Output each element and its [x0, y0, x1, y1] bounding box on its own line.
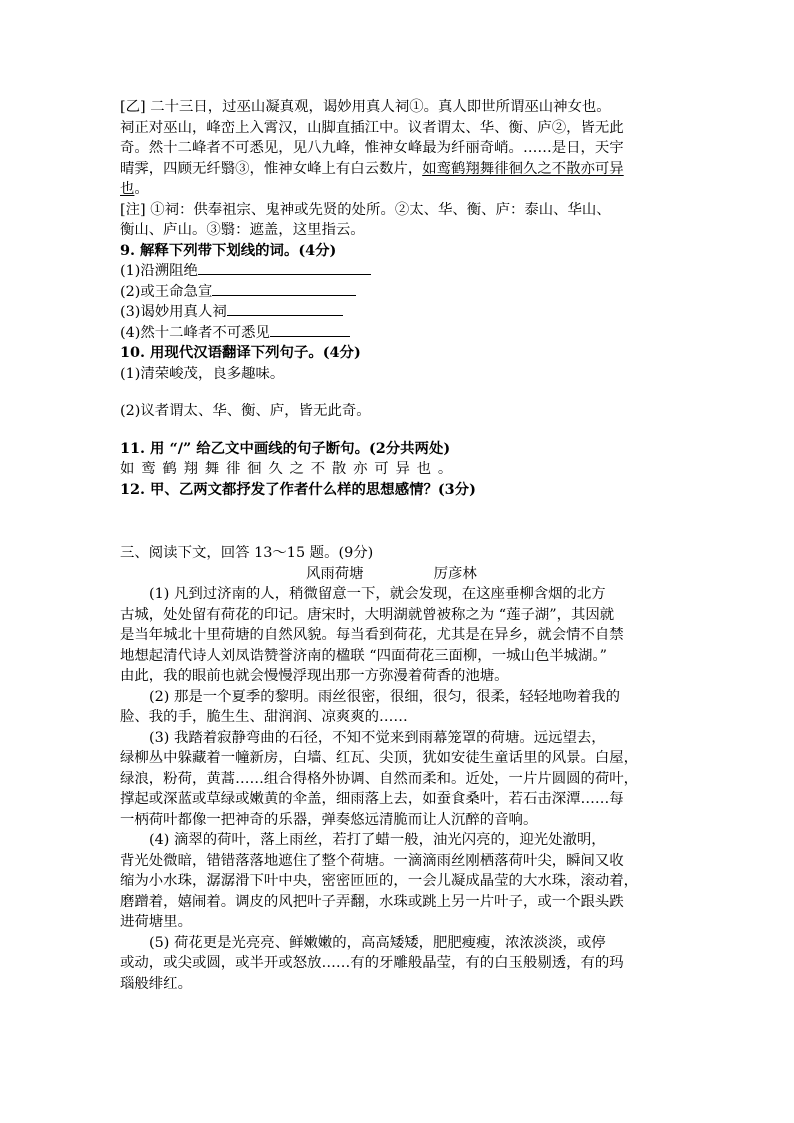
yi-line-4-text: 晴霁，四顾无纤翳③，惟神女峰上有白云数片， — [120, 160, 423, 177]
q9-item-1-label: (1)沿溯阻绝 — [120, 263, 198, 279]
note-line-1: [注] ①祠：供奉祖宗、鬼神或先贤的处所。②太、华、衡、庐：泰山、华山、 — [120, 201, 611, 218]
section-spacer — [120, 500, 680, 543]
paragraph-2 — [120, 687, 680, 728]
q9-item-3-label: (3)谒妙用真人祠 — [120, 304, 227, 320]
paragraph-line: 一柄荷叶都像一把神奇的乐器，弹奏悠远清脆而让人沉醉的音响。 — [120, 811, 538, 828]
paragraph-line: 撑起或深蓝或草绿或嫩黄的伞盖，细雨落上去，如蚕食桑叶，若石击深潭……每 — [120, 791, 624, 807]
yi-line-4 — [120, 159, 680, 180]
note-line-2: 衡山、庐山。③翳：遮盖，这里指云。 — [120, 222, 365, 238]
yi-line-2: 祠正对巫山，峰峦上入霄汉，山脚直插江中。议者谓太、华、衡、庐②，皆无此 — [120, 119, 624, 136]
answer-space — [120, 384, 680, 401]
q9-answer-blank-4[interactable] — [270, 323, 350, 337]
q9-answer-blank-2[interactable] — [212, 282, 356, 296]
q9-item-3 — [120, 302, 680, 323]
question-12-title: 12. 甲、乙两文都抒发了作者什么样的思想感情？(3分) — [120, 480, 476, 498]
question-10 — [120, 343, 680, 439]
question-11 — [120, 439, 680, 480]
paragraph-line: (1) 凡到过济南的人，稍微留意一下，就会发现，在这座垂柳含烟的北方 — [149, 586, 606, 602]
paragraph-line: 脸、我的手，脆生生、甜润润、凉爽爽的…… — [120, 709, 408, 725]
paragraph-line: 磨蹭着，嬉闹着。调皮的风把叶子弄翻，水珠或跳上另一片叶子，或一个跟头跌 — [120, 893, 624, 910]
paragraph-line: (3) 我踏着寂静弯曲的石径，不知不觉来到雨幕笼罩的荷塘。远远望去， — [149, 729, 606, 746]
q9-answer-blank-3[interactable] — [227, 302, 343, 316]
paragraph-line: (2) 那是一个夏季的黎明。雨丝很密，很细，很匀，很柔，轻轻地吻着我的 — [149, 688, 621, 705]
paragraph-4 — [120, 830, 680, 933]
section-3-heading: 三、阅读下文，回答 13～15 题。(9分) — [120, 545, 374, 561]
article-title-row — [120, 564, 680, 585]
section-3 — [120, 543, 680, 994]
paragraph-line: 绿浪，粉荷，黄蒿……组合得格外协调、自然而柔和。近处，一片片圆圆的荷叶， — [120, 770, 639, 787]
question-9 — [120, 241, 680, 344]
document-page — [120, 97, 680, 994]
answer-space — [120, 422, 680, 439]
question-10-title: 10. 用现代汉语翻译下列句子。(4分) — [120, 344, 361, 361]
passage-yi — [120, 97, 680, 200]
q9-item-4-label: (4)然十二峰者不可悉见 — [120, 324, 270, 341]
yi-line-3: 奇。然十二峰者不可悉见，见八九峰，惟神女峰最为纤丽奇峭。……是日，天宇 — [120, 140, 624, 156]
paragraph-line: 缩为小水珠，潺潺滑下叶中央，密密匝匝的，一会儿凝成晶莹的大水珠，滚动着， — [120, 873, 639, 889]
paragraph-line: 是当年城北十里荷塘的自然风貌。每当看到荷花，尤其是在异乡，就会情不自禁 — [120, 627, 624, 643]
q10-item-2: (2)议者谓太、华、衡、庐，皆无此奇。 — [120, 403, 371, 419]
paragraph-line: 地想起清代诗人刘凤诰赞誉济南的楹联 “四面荷花三面柳，一城山色半城湖。” — [120, 647, 607, 664]
paragraph-line: 古城，处处留有荷花的印记。唐宋时，大明湖就曾被称之为 “莲子湖”，其因就 — [120, 606, 615, 623]
yi-line-5 — [120, 179, 680, 200]
q9-item-2 — [120, 282, 680, 303]
paragraph-line: 进荷塘里。 — [120, 914, 192, 930]
paragraph-line: 或动，或尖或圆，或半开或怒放……有的牙雕般晶莹，有的白玉般剔透，有的玛 — [120, 955, 624, 971]
yi-line-1: [乙] 二十三日，过巫山凝真观，谒妙用真人祠①。真人即世所谓巫山神女也。 — [120, 99, 611, 115]
paragraph-line: 背光处微暗，错错落落地遮住了整个荷塘。一滴滴雨丝刚栖落荷叶尖，瞬间又收 — [120, 852, 624, 869]
article-author: 厉彦林 — [433, 565, 477, 582]
question-11-title: 11. 用 “/” 给乙文中画线的句子断句。(2分共两处) — [120, 439, 451, 457]
paragraph-line: 由此，我的眼前也就会慢慢浮现出那一方弥漫着荷香的池塘。 — [120, 668, 509, 684]
q9-answer-blank-1[interactable] — [198, 261, 371, 275]
q11-sentence: 如鸾鹤翔舞徘徊久之不散亦可异也。 — [120, 461, 460, 477]
q10-item-1: (1)清荣峻茂，良多趣味。 — [120, 365, 285, 382]
paragraph-line: (4) 滴翠的荷叶，落上雨丝，若打了蜡一般，油光闪亮的，迎光处澈明， — [149, 832, 606, 848]
q9-item-1 — [120, 261, 680, 282]
yi-line-5-end: 。 — [134, 181, 149, 197]
paragraph-line: 绿柳丛中躲藏着一幢新房，白墙、红瓦、尖顶，犹如安徒生童话里的风景。白屋， — [120, 750, 639, 766]
question-12 — [120, 480, 680, 501]
article-title: 风雨荷塘 — [306, 565, 364, 582]
paragraph-1 — [120, 584, 680, 687]
underlined-sentence-part-1: 如鸾鹤翔舞徘徊久之不散亦可异 — [422, 160, 624, 177]
paragraph-line: 瑙般绯红。 — [120, 975, 192, 992]
paragraph-5 — [120, 933, 680, 995]
paragraph-3 — [120, 728, 680, 831]
q9-item-4 — [120, 323, 680, 344]
underlined-sentence-part-2: 也 — [120, 181, 135, 197]
q9-item-2-label: (2)或王命急宣 — [120, 283, 213, 300]
question-9-title: 9. 解释下列带下划线的词。(4分) — [120, 241, 337, 259]
footnotes — [120, 200, 680, 241]
paragraph-line: (5) 荷花更是光亮亮、鲜嫩嫩的，高高矮矮，肥肥瘦瘦，浓浓淡淡，或停 — [149, 934, 606, 951]
